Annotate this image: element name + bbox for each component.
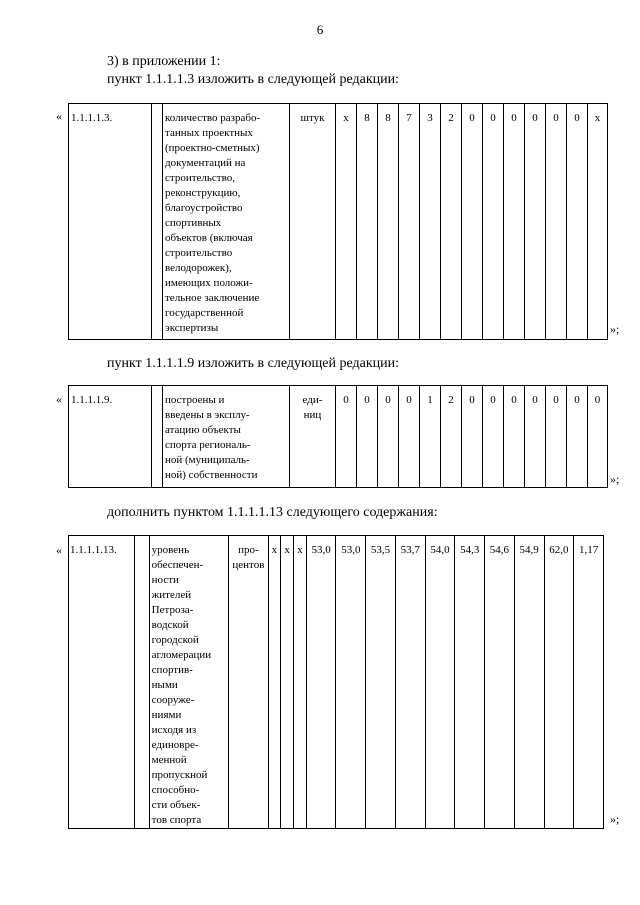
empty-cell bbox=[152, 104, 163, 340]
value-cell: 0 bbox=[525, 104, 546, 340]
table-row bbox=[69, 536, 604, 829]
page-number: 6 bbox=[316, 22, 324, 37]
value-cell: 0 bbox=[483, 104, 504, 340]
value-cell: 0 bbox=[588, 386, 608, 488]
value-cell: 0 bbox=[567, 104, 588, 340]
value-cell: 0 bbox=[462, 386, 483, 488]
item-description: уровень обеспечен- ности жителей Петроза- водской городской агломерации спортив- ными сооруже- ниями исходя из единовре- менной пропускной способно- сти объек- тов спорта bbox=[149, 536, 229, 829]
empty-cell bbox=[134, 536, 149, 829]
item-description: количество разрабо- танных проектных (проектно-сметных) документаций на строительство, реконструкцию, благоустройство спортивных объектов (включая строительство велодорожек), имеющих положи- тельное заключение государственной экспертизы bbox=[163, 104, 290, 340]
paragraph-item-1-1-1-1-9: пункт 1.1.1.1.9 изложить в следующей редакции: bbox=[107, 356, 399, 371]
value-cell: 53,7 bbox=[395, 536, 425, 829]
value-cell: 54,0 bbox=[425, 536, 455, 829]
table-item-1-1-1-1-9 bbox=[68, 385, 608, 488]
open-quote-3: « bbox=[56, 543, 62, 557]
value-cell: 0 bbox=[504, 386, 525, 488]
value-cell: 2 bbox=[441, 386, 462, 488]
value-cell: 53,0 bbox=[306, 536, 336, 829]
item-code: 1.1.1.1.3. bbox=[69, 104, 152, 340]
paragraph-appendix: 3) в приложении 1: bbox=[107, 54, 221, 69]
value-cell: 0 bbox=[336, 386, 357, 488]
value-cell: 53,5 bbox=[366, 536, 396, 829]
value-cell: 53,0 bbox=[336, 536, 366, 829]
value-cell: 0 bbox=[399, 386, 420, 488]
table-item-1-1-1-1-13 bbox=[68, 535, 604, 829]
close-quote-3: »; bbox=[610, 812, 620, 826]
value-cell: 8 bbox=[378, 104, 399, 340]
value-cell: 0 bbox=[504, 104, 525, 340]
table-row bbox=[69, 386, 608, 488]
paragraph-add-item-1-1-1-1-13: дополнить пунктом 1.1.1.1.13 следующего содержания: bbox=[107, 505, 438, 520]
item-unit: еди- ниц bbox=[290, 386, 336, 488]
table-row bbox=[69, 104, 608, 340]
value-cell: х bbox=[294, 536, 307, 829]
value-cell: 0 bbox=[357, 386, 378, 488]
value-cell: 54,6 bbox=[485, 536, 515, 829]
value-cell: 7 bbox=[399, 104, 420, 340]
item-description: построены и введены в эксплу- атацию объекты спорта региональ- ной (муниципаль- ной) собственности bbox=[163, 386, 290, 488]
value-cell: х bbox=[588, 104, 608, 340]
value-cell: х bbox=[336, 104, 357, 340]
paragraph-item-1-1-1-1-3: пункт 1.1.1.1.3 изложить в следующей редакции: bbox=[107, 72, 399, 87]
value-cell: х bbox=[268, 536, 281, 829]
value-cell: 0 bbox=[462, 104, 483, 340]
value-cell: 1,17 bbox=[574, 536, 604, 829]
value-cell: х bbox=[281, 536, 294, 829]
value-cell: 0 bbox=[546, 104, 567, 340]
value-cell: 8 bbox=[357, 104, 378, 340]
open-quote-1: « bbox=[56, 109, 62, 123]
close-quote-2: »; bbox=[610, 472, 620, 486]
value-cell: 2 bbox=[441, 104, 462, 340]
item-unit: штук bbox=[290, 104, 336, 340]
value-cell: 0 bbox=[567, 386, 588, 488]
open-quote-2: « bbox=[56, 392, 62, 406]
empty-cell bbox=[152, 386, 163, 488]
value-cell: 0 bbox=[546, 386, 567, 488]
value-cell: 3 bbox=[420, 104, 441, 340]
item-code: 1.1.1.1.13. bbox=[69, 536, 135, 829]
value-cell: 54,9 bbox=[514, 536, 544, 829]
value-cell: 0 bbox=[378, 386, 399, 488]
table-item-1-1-1-1-3 bbox=[68, 103, 608, 340]
value-cell: 54,3 bbox=[455, 536, 485, 829]
value-cell: 0 bbox=[483, 386, 504, 488]
close-quote-1: »; bbox=[610, 322, 620, 336]
item-unit: про- центов bbox=[229, 536, 268, 829]
item-code: 1.1.1.1.9. bbox=[69, 386, 152, 488]
value-cell: 62,0 bbox=[544, 536, 574, 829]
value-cell: 0 bbox=[525, 386, 546, 488]
value-cell: 1 bbox=[420, 386, 441, 488]
